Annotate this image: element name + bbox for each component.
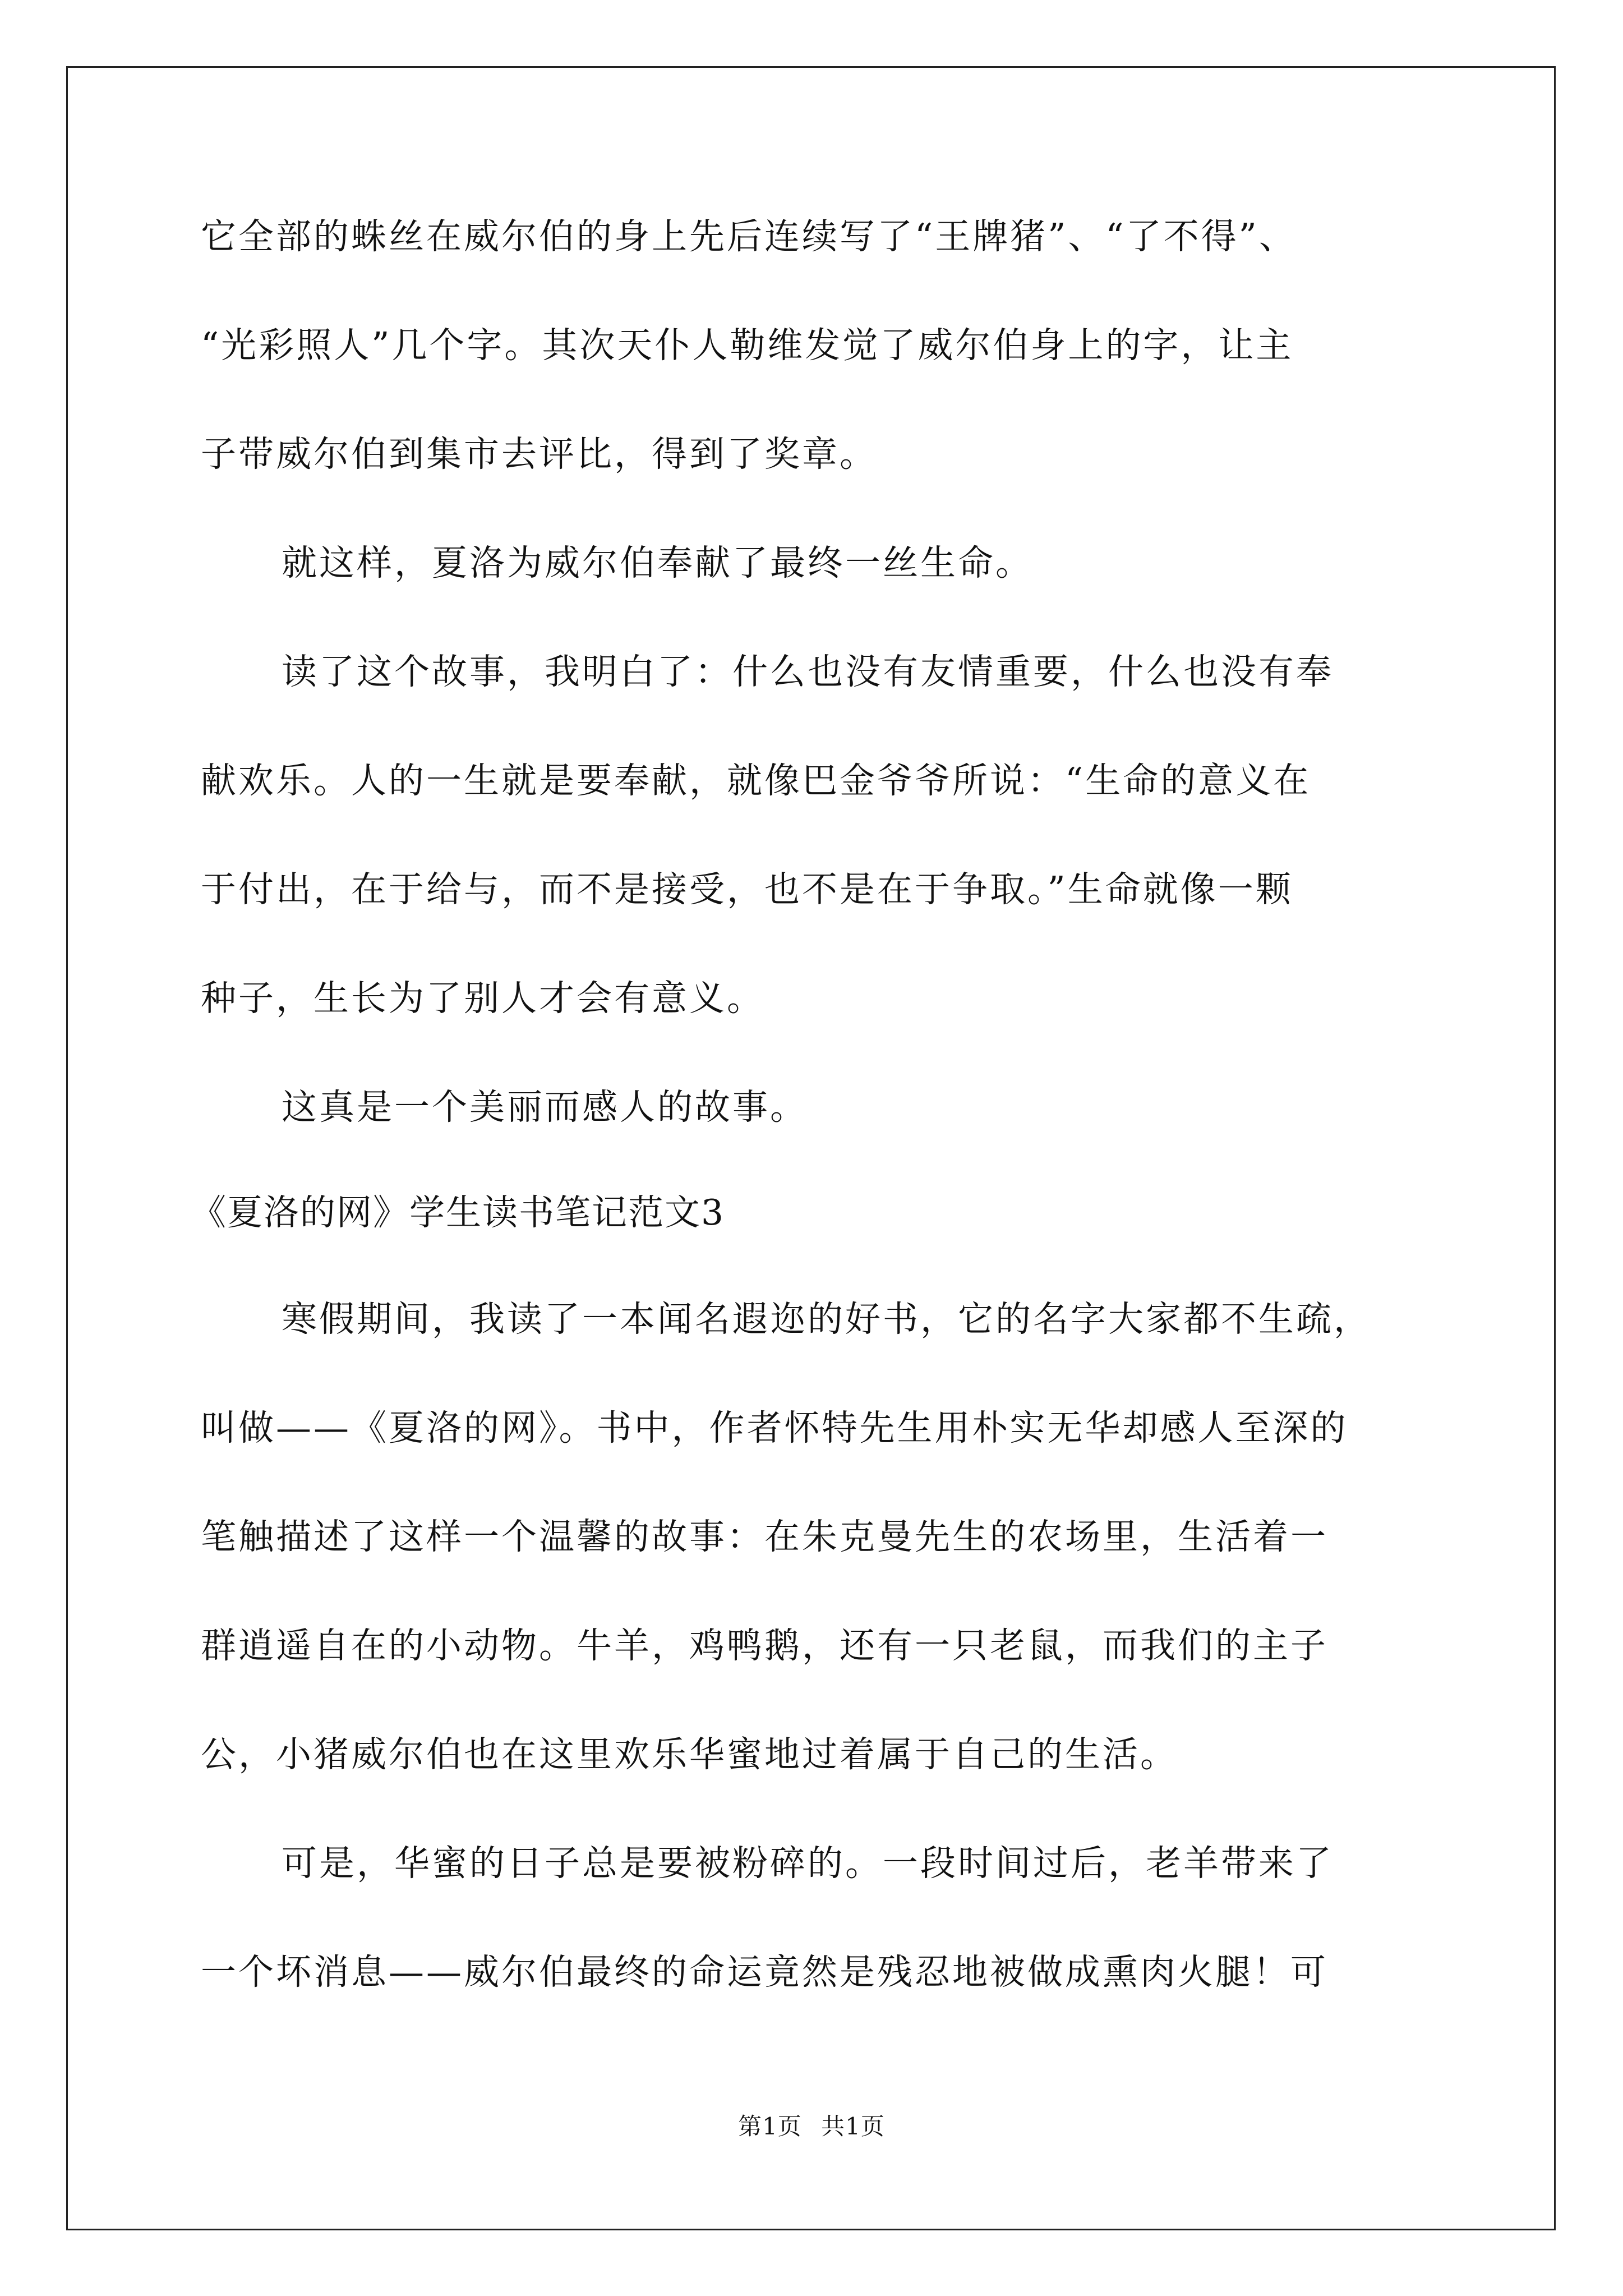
text-line: 公，小猪威尔伯也在这里欢乐华蜜地过着属于自己的生活。 (201, 1734, 1178, 1775)
text-line: 叫做——《夏洛的网》。书中，作者怀特先生用朴实无华却感人至深的 (201, 1407, 1348, 1448)
text-line: 笔触描述了这样一个温馨的故事：在朱克曼先生的农场里，生活着一 (201, 1516, 1328, 1557)
text-line: 子带威尔伯到集市去评比，得到了奖章。 (201, 434, 877, 475)
text-line: 寒假期间，我读了一本闻名遐迩的好书，它的名字大家都不生疏， (282, 1299, 1371, 1340)
text-line: 一个坏消息——威尔伯最终的命运竟然是残忍地被做成熏肉火腿！可 (201, 1952, 1328, 1993)
text-line: 群逍遥自在的小动物。牛羊，鸡鸭鹅，还有一只老鼠，而我们的主子 (201, 1625, 1328, 1666)
text-line: 于付出，在于给与，而不是接受，也不是在于争取。”生命就像一颗 (201, 869, 1293, 910)
text-line: 读了这个故事，我明白了：什么也没有友情重要，什么也没有奉 (282, 651, 1334, 692)
page-number: 第1页 (738, 2113, 802, 2140)
text-line: 种子，生长为了别人才会有意义。 (201, 978, 764, 1019)
section-heading: 《夏洛的网》学生读书笔记范文3 (191, 1192, 725, 1233)
page-total: 共1页 (821, 2113, 885, 2140)
text-line: 献欢乐。人的一生就是要奉献，就像巴金爷爷所说：“生命的意义在 (201, 760, 1311, 801)
text-line: “光彩照人”几个字。其次天仆人勒维发觉了威尔伯身上的字，让主 (201, 325, 1294, 366)
page-border (66, 66, 1556, 2230)
text-line: 这真是一个美丽而感人的故事。 (282, 1087, 808, 1128)
text-line: 就这样，夏洛为威尔伯奉献了最终一丝生命。 (282, 542, 1033, 583)
text-line: 它全部的蛛丝在威尔伯的身上先后连续写了“王牌猪”、“了不得”、 (201, 216, 1297, 257)
page-footer (0, 2111, 1623, 2142)
text-line: 可是，华蜜的日子总是要被粉碎的。一段时间过后，老羊带来了 (282, 1843, 1334, 1884)
